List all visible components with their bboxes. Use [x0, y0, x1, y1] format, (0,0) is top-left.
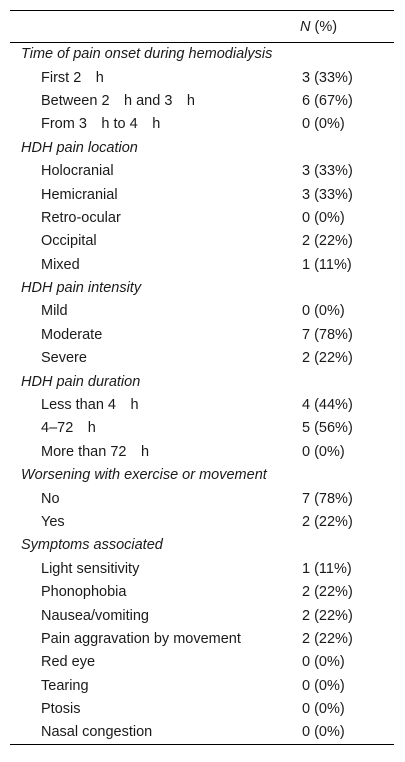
row-label: 4–72 h: [41, 420, 96, 437]
table-row: [10, 89, 394, 112]
section-header-row: [10, 534, 394, 557]
data-table-container: [10, 10, 394, 745]
row-label: Holocranial: [41, 163, 114, 180]
section-title: Time of pain onset during hemodialysis: [21, 46, 273, 63]
row-label: Light sensitivity: [41, 560, 140, 577]
section-header-row: [10, 136, 394, 159]
header-value-cell: [300, 11, 394, 43]
header-percent-text: (%): [310, 18, 338, 35]
table-row: [10, 113, 394, 136]
table-row: [10, 183, 394, 206]
row-value: 3 (33%): [302, 69, 353, 86]
row-value: 6 (67%): [302, 92, 353, 109]
row-value: 0 (0%): [302, 443, 345, 460]
row-label: Hemicranial: [41, 186, 118, 203]
row-value: 1 (11%): [302, 256, 352, 273]
row-value: 2 (22%): [302, 514, 353, 530]
row-value: 3 (33%): [302, 186, 353, 203]
row-label: First 2 h: [41, 69, 104, 86]
row-value: 2 (22%): [302, 233, 353, 250]
row-label: Occipital: [41, 233, 97, 250]
row-label: Mild: [41, 303, 68, 320]
table-row: [10, 159, 394, 182]
row-value: 5 (56%): [302, 420, 353, 437]
row-value: 0 (0%): [302, 701, 345, 718]
row-label: Mixed: [41, 256, 80, 273]
section-title: Worsening with exercise or movement: [21, 467, 267, 484]
row-label: Retro-ocular: [41, 209, 121, 226]
row-label: Red eye: [41, 654, 96, 671]
section-header-row: [10, 276, 394, 299]
header-n-symbol: N: [300, 18, 311, 35]
row-value: 3 (33%): [302, 163, 353, 180]
row-value: 1 (11%): [302, 560, 352, 577]
row-value: 2 (22%): [302, 607, 353, 624]
row-value: 4 (44%): [302, 397, 353, 414]
row-value: 0 (0%): [302, 654, 345, 671]
row-value: 0 (0%): [302, 303, 345, 320]
row-label: Nausea/vomiting: [41, 607, 149, 624]
row-label: Nasal congestion: [41, 724, 153, 741]
table-body: [10, 43, 394, 745]
table-row: [10, 674, 394, 697]
row-label: Ptosis: [41, 701, 81, 718]
table-row: [10, 510, 394, 533]
row-value: 2 (22%): [302, 630, 353, 647]
row-value: 2 (22%): [302, 350, 353, 367]
table-header: [10, 11, 394, 43]
table-row: [10, 557, 394, 580]
header-row: [10, 11, 394, 43]
row-label: Moderate: [41, 326, 103, 343]
table-row: [10, 347, 394, 370]
row-value: 0 (0%): [302, 116, 345, 133]
table-row: [10, 697, 394, 720]
row-value: 2 (22%): [302, 584, 353, 601]
table-row: [10, 580, 394, 603]
row-value: 0 (0%): [302, 677, 345, 694]
row-label: Less than 4 h: [41, 397, 139, 414]
table-row: [10, 651, 394, 674]
table-row: [10, 253, 394, 276]
row-label: No: [41, 490, 60, 507]
section-header-row: [10, 370, 394, 393]
section-title: HDH pain location: [21, 139, 138, 156]
row-label: Severe: [41, 350, 87, 367]
table-row: [10, 604, 394, 627]
table-row: [10, 300, 394, 323]
section-header-row: [10, 464, 394, 487]
hdh-characteristics-table: [10, 10, 394, 745]
table-row: [10, 393, 394, 416]
row-value: 0 (0%): [302, 724, 345, 741]
section-title: HDH pain duration: [21, 373, 141, 390]
table-row: [10, 66, 394, 89]
row-value: 0 (0%): [302, 209, 345, 226]
table-row: [10, 721, 394, 744]
header-label-cell: [10, 11, 300, 43]
row-label: More than 72 h: [41, 443, 150, 460]
row-label: Phonophobia: [41, 584, 127, 601]
row-value: 7 (78%): [302, 326, 353, 343]
row-label: Yes: [41, 514, 65, 530]
table-row: [10, 487, 394, 510]
table-row: [10, 206, 394, 229]
row-label: Tearing: [41, 677, 89, 694]
table-row: [10, 440, 394, 463]
table-row: [10, 323, 394, 346]
section-title: Symptoms associated: [21, 537, 163, 554]
section-title: HDH pain intensity: [21, 280, 142, 297]
row-value: 7 (78%): [302, 490, 353, 507]
row-label: From 3 h to 4 h: [41, 116, 161, 133]
table-row: [10, 627, 394, 650]
section-header-row: [10, 43, 394, 66]
table-row: [10, 417, 394, 440]
row-label: Pain aggravation by movement: [41, 630, 241, 647]
row-label: Between 2 h and 3 h: [41, 92, 195, 109]
table-row: [10, 230, 394, 253]
